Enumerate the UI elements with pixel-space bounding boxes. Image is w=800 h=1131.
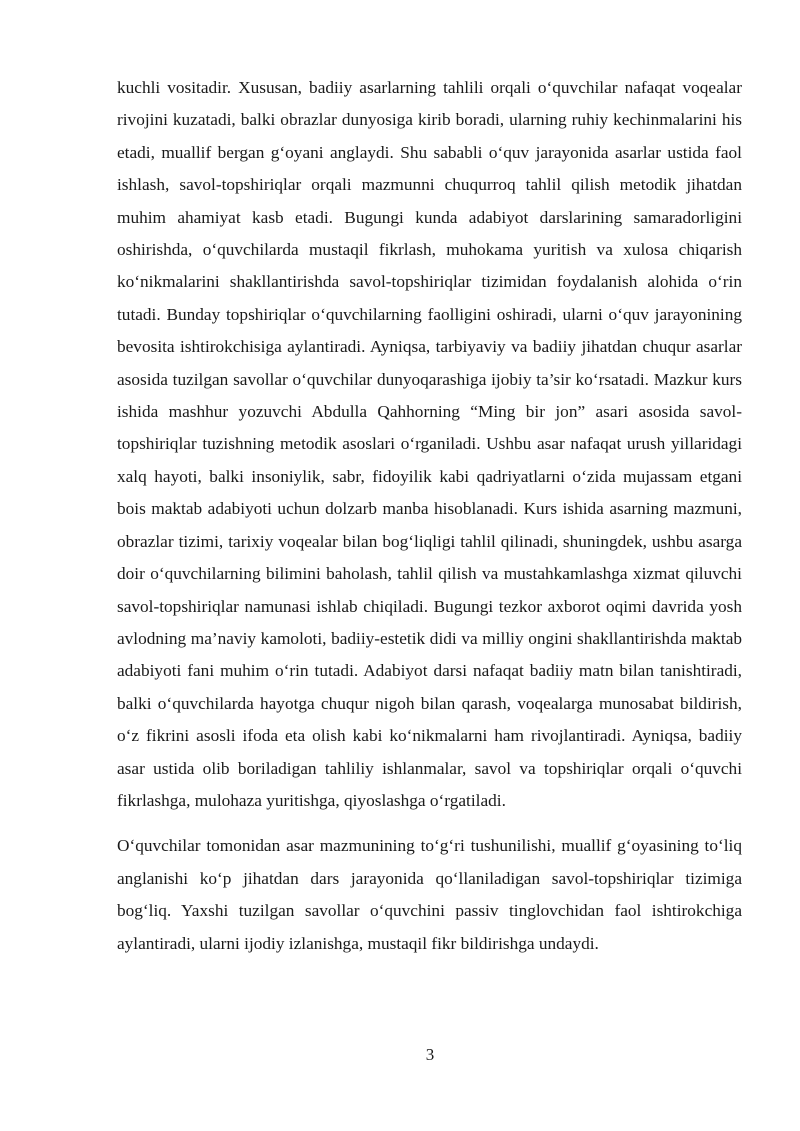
document-page: [117, 72, 742, 960]
page-number: 3: [425, 1045, 435, 1064]
body-paragraph-1: kuchli vositadir. Xususan, badiiy asarlarning tahlili orqali o‘quvchilar nafaqat voqealar rivojini kuzatadi, balki obrazlar dunyosiga kirib boradi, ularning ruhiy kechinmalarini his etadi, muallif bergan g‘oyani anglaydi. Shu sababli o‘quv jarayonida asarlar ustida faol ishlash, savol-topshiriqlar orqali mazmunni chuqurroq tahlil qilish metodik jihatdan muhim ahamiyat kasb etadi. Bugungi kunda adabiyot darslarining samaradorligini oshirishda, o‘quvchilarda mustaqil fikrlash, muhokama yuritish va xulosa chiqarish ko‘nikmalarini shakllantirishda savol-topshiriqlar tizimidan foydalanish alohida o‘rin tutadi. Bunday topshiriqlar o‘quvchilarning faolligini oshiradi, ularni o‘quv jarayonining bevosita ishtirokchisiga aylantiradi. Ayniqsa, tarbiyaviy va badiiy jihatdan chuqur asarlar asosida tuzilgan savollar o‘quvchilar dunyoqarashiga ijobiy ta’sir ko‘rsatadi. Mazkur kurs ishida mashhur yozuvchi Abdulla Qahhorning “Ming bir jon” asari asosida savol-topshiriqlar tuzishning metodik asoslari o‘rganiladi. Ushbu asar nafaqat urush yillaridagi xalq hayoti, balki insoniylik, sabr, fidoyilik kabi qadriyatlarni o‘zida mujassam etgani bois maktab adabiyoti uchun dolzarb manba hisoblanadi. Kurs ishida asarning mazmuni, obrazlar tizimi, tarixiy voqealar bilan bog‘liqligi tahlil qilinadi, shuningdek, ushbu asarga doir o‘quvchilarning bilimini baholash, tahlil qilish va mustahkamlashga xizmat qiluvchi savol-topshiriqlar namunasi ishlab chiqiladi. Bugungi tezkor axborot oqimi davrida yosh avlodning ma’naviy kamoloti, badiiy-estetik didi va milliy ongini shakllantirishda maktab adabiyoti fani muhim o‘rin tutadi. Adabiyot darsi nafaqat badiiy matn bilan tanishtiradi, balki o‘quvchilarda hayotga chuqur nigoh bilan qarash, voqealarga munosabat bildirish, o‘z fikrini asosli ifoda eta olish kabi ko‘nikmalarni ham rivojlantiradi. Ayniqsa, badiiy asar ustida olib boriladigan tahliliy ishlanmalar, savol va topshiriqlar orqali o‘quvchi fikrlashga, mulohaza yuritishga, qiyoslashga o‘rgatiladi.: [117, 78, 742, 810]
body-paragraph-2: O‘quvchilar tomonidan asar mazmunining to‘g‘ri tushunilishi, muallif g‘oyasining to‘liq anglanishi ko‘p jihatdan dars jarayonida qo‘llaniladigan savol-topshiriqlar tizimiga bog‘liq. Yaxshi tuzilgan savollar o‘quvchini passiv tinglovchidan faol ishtirokchiga aylantiradi, ularni ijodiy izlanishga, mustaqil fikr bildirishga undaydi.: [117, 836, 742, 953]
